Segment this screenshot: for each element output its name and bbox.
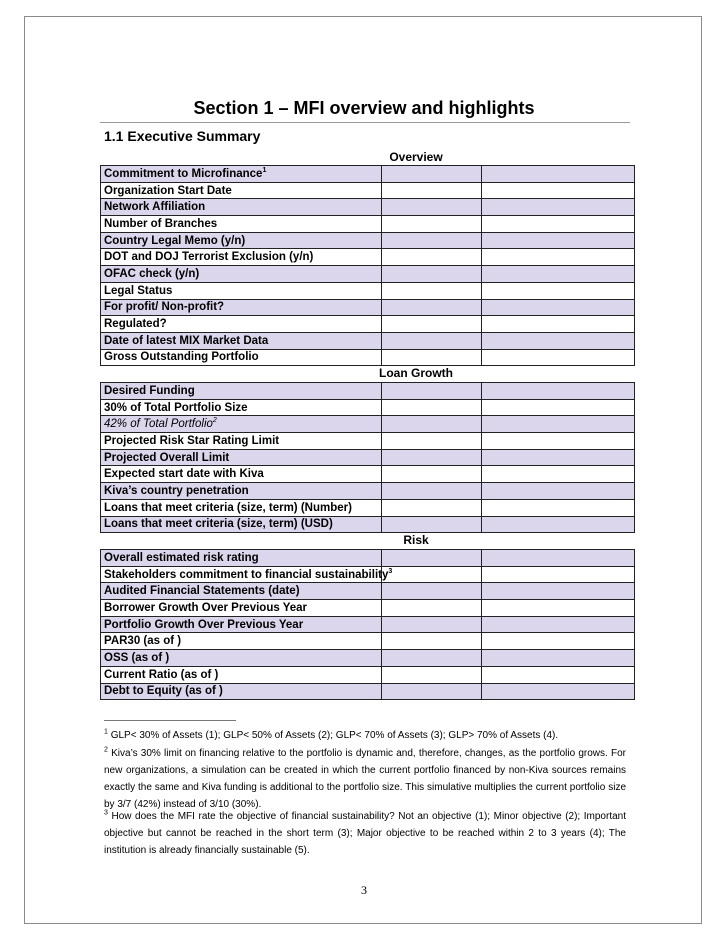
row-notes-cell[interactable] bbox=[482, 232, 635, 249]
row-notes-cell[interactable] bbox=[482, 566, 635, 583]
table-row bbox=[101, 616, 635, 633]
footnote-1: $^1$ GLP< 30% of Assets (1); GLP< 50% of Assets (2); GLP< 70% of Assets (3); GLP> 70% of Assets (4). bbox=[104, 728, 559, 741]
row-label: Commitment to Microfinance$^1$ bbox=[101, 166, 382, 183]
row-notes-cell[interactable] bbox=[482, 433, 635, 450]
table-row bbox=[101, 282, 635, 299]
footnote-ref: 2 bbox=[212, 417, 217, 425]
footnote-divider bbox=[104, 720, 236, 721]
row-notes-cell[interactable] bbox=[482, 449, 635, 466]
row-notes-cell[interactable] bbox=[482, 616, 635, 633]
footnote-ref: 3 bbox=[388, 567, 393, 575]
table-row bbox=[101, 550, 635, 567]
row-notes-cell[interactable] bbox=[482, 683, 635, 700]
table-row bbox=[101, 316, 635, 333]
row-value-cell[interactable] bbox=[382, 616, 482, 633]
row-label: Audited Financial Statements (date) bbox=[101, 583, 382, 600]
table-row bbox=[101, 399, 635, 416]
table-row bbox=[101, 199, 635, 216]
row-label: Desired Funding bbox=[101, 383, 382, 400]
row-notes-cell[interactable] bbox=[482, 583, 635, 600]
table-row bbox=[101, 232, 635, 249]
row-value-cell[interactable] bbox=[382, 600, 482, 617]
row-label: Debt to Equity (as of ) bbox=[101, 683, 382, 700]
row-value-cell[interactable] bbox=[382, 199, 482, 216]
row-notes-cell[interactable] bbox=[482, 550, 635, 567]
row-label: 42% of Total Portfolio$^2$ bbox=[101, 416, 382, 433]
row-notes-cell[interactable] bbox=[482, 466, 635, 483]
row-label: Stakeholders commitment to financial sustainability$^3$ bbox=[101, 566, 382, 583]
table-row bbox=[101, 383, 635, 400]
row-value-cell[interactable] bbox=[382, 332, 482, 349]
footnote-3: $^3$ How does the MFI rate the objective of financial sustainability? Not an objective (1); Minor objective (2); Important objective but cannot be reached in the short term (3); Major objective to be reached within 2 to 3 years (4); The institution is already financially sustainable (5). bbox=[104, 809, 626, 856]
row-notes-cell[interactable] bbox=[482, 249, 635, 266]
row-value-cell[interactable] bbox=[382, 216, 482, 233]
row-label: Regulated? bbox=[101, 316, 382, 333]
footnote-2: $^2$ Kiva’s 30% limit on financing relative to the portfolio is dynamic and, therefore, changes, as the portfolio grows. For new organizations, a simulation can be created in which the current portfolio financed by non-Kiva sources remains exactly the same and Kiva funding is additional to the portfolio size. This simulative multiplies the current portfolio size by 3/7 (42%) instead of 3/10 (30%). bbox=[104, 746, 626, 810]
row-value-cell[interactable] bbox=[382, 349, 482, 366]
row-notes-cell[interactable] bbox=[482, 332, 635, 349]
row-value-cell[interactable] bbox=[382, 583, 482, 600]
footnote-ref: 1 bbox=[262, 167, 267, 175]
row-value-cell[interactable] bbox=[382, 683, 482, 700]
row-notes-cell[interactable] bbox=[482, 499, 635, 516]
risk-heading: Risk bbox=[403, 533, 429, 547]
table-row bbox=[101, 499, 635, 516]
row-label: Country Legal Memo (y/n) bbox=[101, 232, 382, 249]
row-value-cell[interactable] bbox=[382, 249, 482, 266]
table-row bbox=[101, 633, 635, 650]
row-notes-cell[interactable] bbox=[482, 483, 635, 500]
row-value-cell[interactable] bbox=[382, 166, 482, 183]
row-notes-cell[interactable] bbox=[482, 299, 635, 316]
row-value-cell[interactable] bbox=[382, 383, 482, 400]
row-notes-cell[interactable] bbox=[482, 216, 635, 233]
row-value-cell[interactable] bbox=[382, 550, 482, 567]
table-row bbox=[101, 666, 635, 683]
row-notes-cell[interactable] bbox=[482, 416, 635, 433]
row-notes-cell[interactable] bbox=[482, 266, 635, 283]
row-label: Legal Status bbox=[101, 282, 382, 299]
row-label: Loans that meet criteria (size, term) (USD) bbox=[101, 516, 382, 533]
page-title: Section 1 – MFI overview and highlights bbox=[193, 98, 535, 118]
table-row bbox=[101, 483, 635, 500]
table-row bbox=[101, 266, 635, 283]
row-notes-cell[interactable] bbox=[482, 199, 635, 216]
row-value-cell[interactable] bbox=[382, 633, 482, 650]
table-row bbox=[101, 249, 635, 266]
row-label: 30% of Total Portfolio Size bbox=[101, 399, 382, 416]
table-row bbox=[101, 416, 635, 433]
row-label: Borrower Growth Over Previous Year bbox=[101, 600, 382, 617]
table-row bbox=[101, 433, 635, 450]
row-label: Date of latest MIX Market Data bbox=[101, 332, 382, 349]
table-row bbox=[101, 650, 635, 667]
row-notes-cell[interactable] bbox=[482, 182, 635, 199]
row-notes-cell[interactable] bbox=[482, 633, 635, 650]
row-value-cell[interactable] bbox=[382, 433, 482, 450]
row-label: For profit/ Non-profit? bbox=[101, 299, 382, 316]
risk-table bbox=[100, 549, 635, 700]
row-label: OFAC check (y/n) bbox=[101, 266, 382, 283]
title-divider bbox=[100, 122, 630, 123]
row-label: Projected Risk Star Rating Limit bbox=[101, 433, 382, 450]
row-label: DOT and DOJ Terrorist Exclusion (y/n) bbox=[101, 249, 382, 266]
row-label: Loans that meet criteria (size, term) (Number) bbox=[101, 499, 382, 516]
row-value-cell[interactable] bbox=[382, 399, 482, 416]
row-value-cell[interactable] bbox=[382, 650, 482, 667]
table-row bbox=[101, 466, 635, 483]
row-label: Overall estimated risk rating bbox=[101, 550, 382, 567]
row-value-cell[interactable] bbox=[382, 516, 482, 533]
row-label: Kiva’s country penetration bbox=[101, 483, 382, 500]
table-row bbox=[101, 182, 635, 199]
row-label: Projected Overall Limit bbox=[101, 449, 382, 466]
table-row bbox=[101, 332, 635, 349]
row-value-cell[interactable] bbox=[382, 232, 482, 249]
row-label: Expected start date with Kiva bbox=[101, 466, 382, 483]
row-notes-cell[interactable] bbox=[482, 166, 635, 183]
table-row bbox=[101, 683, 635, 700]
row-value-cell[interactable] bbox=[382, 449, 482, 466]
row-value-cell[interactable] bbox=[382, 266, 482, 283]
row-notes-cell[interactable] bbox=[482, 399, 635, 416]
row-notes-cell[interactable] bbox=[482, 600, 635, 617]
row-value-cell[interactable] bbox=[382, 666, 482, 683]
row-value-cell[interactable] bbox=[382, 499, 482, 516]
row-label: Organization Start Date bbox=[101, 182, 382, 199]
loan-growth-heading: Loan Growth bbox=[379, 366, 453, 380]
page-number: 3 bbox=[361, 883, 367, 897]
row-label: Current Ratio (as of ) bbox=[101, 666, 382, 683]
row-notes-cell[interactable] bbox=[482, 349, 635, 366]
table-row bbox=[101, 449, 635, 466]
table-row bbox=[101, 216, 635, 233]
row-value-cell[interactable] bbox=[382, 316, 482, 333]
row-label: Portfolio Growth Over Previous Year bbox=[101, 616, 382, 633]
overview-table bbox=[100, 165, 635, 366]
table-row bbox=[101, 349, 635, 366]
row-value-cell[interactable] bbox=[382, 416, 482, 433]
overview-heading: Overview bbox=[389, 150, 443, 164]
loan-growth-table bbox=[100, 382, 635, 533]
table-row bbox=[101, 166, 635, 183]
row-value-cell[interactable] bbox=[382, 566, 482, 583]
row-label: PAR30 (as of ) bbox=[101, 633, 382, 650]
table-row bbox=[101, 583, 635, 600]
row-label: Network Affiliation bbox=[101, 199, 382, 216]
row-value-cell[interactable] bbox=[382, 299, 482, 316]
table-row bbox=[101, 566, 635, 583]
row-value-cell[interactable] bbox=[382, 483, 482, 500]
row-notes-cell[interactable] bbox=[482, 383, 635, 400]
row-value-cell[interactable] bbox=[382, 282, 482, 299]
row-notes-cell[interactable] bbox=[482, 282, 635, 299]
row-notes-cell[interactable] bbox=[482, 650, 635, 667]
table-row bbox=[101, 600, 635, 617]
row-label: OSS (as of ) bbox=[101, 650, 382, 667]
section-subtitle: 1.1 Executive Summary bbox=[104, 128, 261, 144]
row-notes-cell[interactable] bbox=[482, 666, 635, 683]
row-notes-cell[interactable] bbox=[482, 516, 635, 533]
row-value-cell[interactable] bbox=[382, 182, 482, 199]
table-row bbox=[101, 299, 635, 316]
row-label: Number of Branches bbox=[101, 216, 382, 233]
row-value-cell[interactable] bbox=[382, 466, 482, 483]
row-label: Gross Outstanding Portfolio bbox=[101, 349, 382, 366]
table-row bbox=[101, 516, 635, 533]
row-notes-cell[interactable] bbox=[482, 316, 635, 333]
